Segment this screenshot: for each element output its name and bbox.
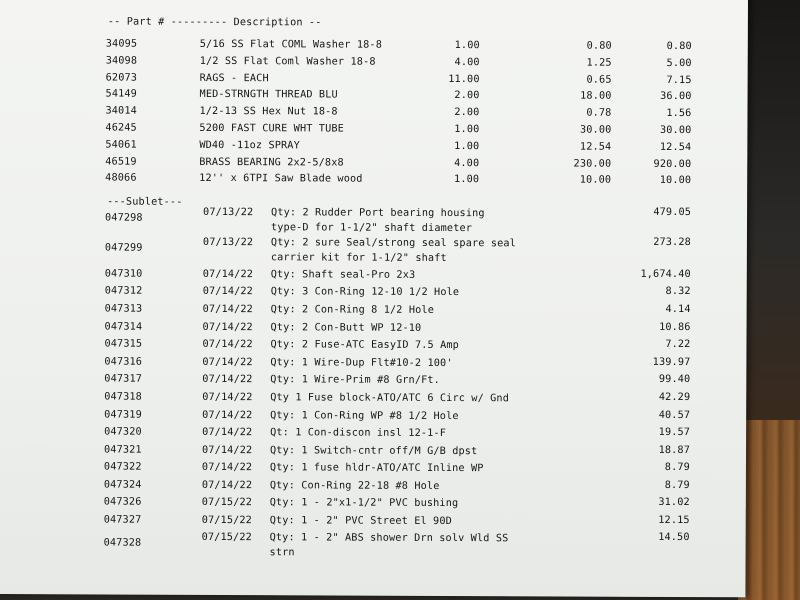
sublet-amount: 8.79	[664, 479, 690, 492]
part-description: WD40 -11oz SPRAY	[199, 139, 300, 152]
sublet-date: 07/14/22	[201, 479, 253, 492]
sublet-description-cont: strn	[269, 547, 295, 559]
sublet-date: 07/14/22	[202, 303, 253, 316]
sublet-description: Qty: 2 sure Seal/strong seal spare seal	[270, 237, 517, 250]
sublet-number: 047317	[104, 373, 143, 385]
sublet-amount: 31.02	[658, 496, 690, 509]
sublet-number: 047328	[103, 537, 142, 549]
part-quantity: 1.00	[454, 140, 480, 152]
sublet-number: 047315	[104, 338, 143, 350]
part-number: 54149	[105, 88, 138, 101]
sublet-number: 047313	[104, 303, 143, 315]
sublet-number: 047316	[104, 356, 143, 368]
sublet-date: 07/14/22	[202, 391, 253, 404]
sublet-date: 07/14/22	[202, 356, 253, 369]
sublet-number: 047310	[104, 268, 143, 280]
sublet-header: ---Sublet---	[107, 196, 183, 208]
part-number: 34095	[105, 38, 138, 50]
sublet-date: 07/13/22	[203, 206, 254, 219]
part-description: MED-STRNGTH THREAD BLU	[199, 89, 338, 101]
sublet-description: Qty: Shaft seal-Pro 2x3	[270, 269, 416, 281]
part-description: 5/16 SS Flat COML Washer 18-8	[199, 38, 383, 51]
sublet-description: Qty: 3 Con-Ring 12-10 1/2 Hole	[270, 286, 460, 299]
part-quantity: 1.00	[454, 40, 480, 52]
part-quantity: 11.00	[448, 73, 480, 85]
sublet-number: 047299	[104, 242, 143, 254]
part-unit-price: 0.80	[586, 40, 612, 52]
parts-header: -- Part # --------- Description --	[107, 16, 322, 29]
part-number: 46245	[105, 122, 137, 134]
sublet-amount: 14.50	[658, 531, 690, 544]
sublet-description: Qty: 1 Wire-Dup Flt#10-2 100'	[270, 357, 453, 370]
sublet-amount: 273.28	[653, 236, 691, 249]
sublet-number: 047312	[104, 285, 143, 297]
sublet-description-cont: carrier kit for 1-1/2" shaft	[270, 252, 447, 264]
sublet-number: 047324	[103, 479, 142, 491]
part-description: RAGS - EACH	[199, 72, 269, 84]
part-quantity: 4.00	[454, 56, 480, 68]
sublet-date: 07/14/22	[202, 268, 254, 281]
sublet-description: Qty: 1 - 2"x1-1/2" PVC bushing	[269, 497, 459, 510]
part-quantity: 2.00	[454, 107, 480, 119]
part-description: 1/2 SS Flat Coml Washer 18-8	[199, 55, 376, 68]
sublet-description: Qty: 2 Con-Ring 8 1/2 Hole	[270, 304, 435, 316]
part-unit-price: 0.65	[586, 74, 612, 86]
part-unit-price: 12.54	[579, 141, 612, 153]
sublet-amount: 42.29	[658, 391, 691, 404]
sublet-description-cont: type-D for 1-1/2" shaft diameter	[270, 222, 473, 235]
sublet-description: Qty: 1 - 2" ABS shower Drn solv Wld SS	[269, 532, 509, 545]
sublet-description: Qty: 2 Con-Butt WP 12-10	[270, 322, 422, 334]
part-quantity: 1.00	[454, 124, 480, 136]
sublet-description: Qty: 1 - 2" PVC Street El 90D	[269, 515, 452, 528]
sublet-date: 07/14/22	[201, 461, 253, 474]
sublet-amount: 4.14	[665, 303, 691, 316]
part-number: 48066	[105, 172, 137, 185]
sublet-date: 07/14/22	[202, 426, 253, 439]
sublet-description: Qt: 1 Con-discon insl 12-1-F	[270, 427, 447, 439]
sublet-number: 047327	[103, 514, 142, 526]
sublet-date: 07/14/22	[202, 409, 253, 422]
part-total: 7.15	[666, 74, 692, 86]
part-unit-price: 230.00	[573, 158, 612, 170]
sublet-date: 07/15/22	[201, 496, 253, 509]
sublet-description: Qty: 2 Rudder Port bearing housing	[271, 207, 485, 220]
sublet-description: Qty: 1 fuse hldr-ATO/ATC Inline WP	[269, 462, 484, 475]
part-number: 54061	[105, 139, 137, 151]
sublet-number: 047318	[104, 391, 142, 403]
sublet-amount: 7.22	[665, 338, 691, 351]
sublet-amount: 8.32	[665, 285, 691, 298]
sublet-date: 07/14/22	[202, 321, 253, 334]
part-unit-price: 18.00	[580, 90, 612, 103]
part-description: BRASS BEARING 2x2-5/8x8	[199, 156, 344, 169]
part-number: 62073	[105, 72, 138, 84]
sublet-description: Qty: 1 Con-Ring WP #8 1/2 Hole	[270, 410, 459, 423]
sublet-number: 047314	[104, 321, 143, 333]
part-unit-price: 1.25	[586, 57, 612, 69]
sublet-date: 07/14/22	[201, 444, 253, 457]
part-quantity: 4.00	[454, 157, 480, 169]
sublet-amount: 18.87	[658, 444, 691, 457]
part-quantity: 1.00	[454, 174, 480, 186]
sublet-number: 047319	[104, 409, 142, 421]
sublet-amount: 1,674.40	[640, 268, 691, 281]
wood-surface	[738, 420, 800, 600]
sublet-date: 07/15/22	[201, 514, 253, 527]
sublet-description: Qty 1 Fuse block-ATO/ATC 6 Circ w/ Gnd	[270, 392, 510, 405]
part-description: 5200 FAST CURE WHT TUBE	[199, 122, 344, 135]
sublet-description: Qty: Con-Ring 22-18 #8 Hole	[269, 480, 440, 492]
part-number: 34014	[105, 105, 137, 117]
part-total: 10.00	[659, 175, 692, 187]
part-total: 1.56	[666, 108, 692, 120]
part-number: 34098	[105, 55, 138, 67]
sublet-date: 07/14/22	[202, 285, 254, 298]
sublet-amount: 40.57	[658, 409, 691, 422]
part-description: 12'' x 6TPI Saw Blade wood	[199, 173, 363, 186]
sublet-number: 047321	[103, 444, 142, 456]
part-total: 36.00	[660, 91, 692, 103]
part-unit-price: 10.00	[579, 174, 612, 187]
part-total: 5.00	[666, 57, 692, 69]
part-total: 920.00	[653, 158, 692, 170]
sublet-date: 07/13/22	[202, 236, 254, 249]
sublet-date: 07/15/22	[201, 531, 252, 544]
part-total: 12.54	[659, 141, 692, 153]
part-unit-price: 0.78	[586, 107, 612, 119]
sublet-amount: 19.57	[658, 426, 691, 439]
sublet-amount: 8.79	[664, 461, 690, 474]
sublet-description: Qty: 1 Switch-cntr off/M G/B dpst	[269, 445, 478, 458]
sublet-number: 047320	[104, 426, 142, 438]
sublet-amount: 139.97	[652, 356, 691, 369]
sublet-amount: 12.15	[658, 514, 690, 527]
sublet-description: Qty: 2 Fuse-ATC EasyID 7.5 Amp	[270, 339, 460, 352]
sublet-number: 047298	[104, 212, 143, 224]
part-description: 1/2-13 SS Hex Nut 18-8	[199, 106, 338, 118]
part-quantity: 2.00	[454, 90, 480, 102]
sublet-date: 07/14/22	[202, 373, 253, 386]
part-total: 30.00	[659, 124, 692, 137]
sublet-amount: 99.40	[658, 373, 691, 386]
sublet-date: 07/14/22	[202, 338, 253, 351]
part-number: 46519	[105, 156, 137, 168]
sublet-amount: 10.86	[659, 321, 691, 334]
sublet-amount: 479.05	[653, 206, 692, 219]
sublet-number: 047326	[103, 496, 142, 508]
sublet-description: Qty: 1 Wire-Prim #8 Grn/Ft.	[270, 374, 440, 386]
sublet-number: 047322	[103, 461, 142, 473]
part-total: 0.80	[666, 40, 692, 53]
part-unit-price: 30.00	[579, 124, 612, 136]
